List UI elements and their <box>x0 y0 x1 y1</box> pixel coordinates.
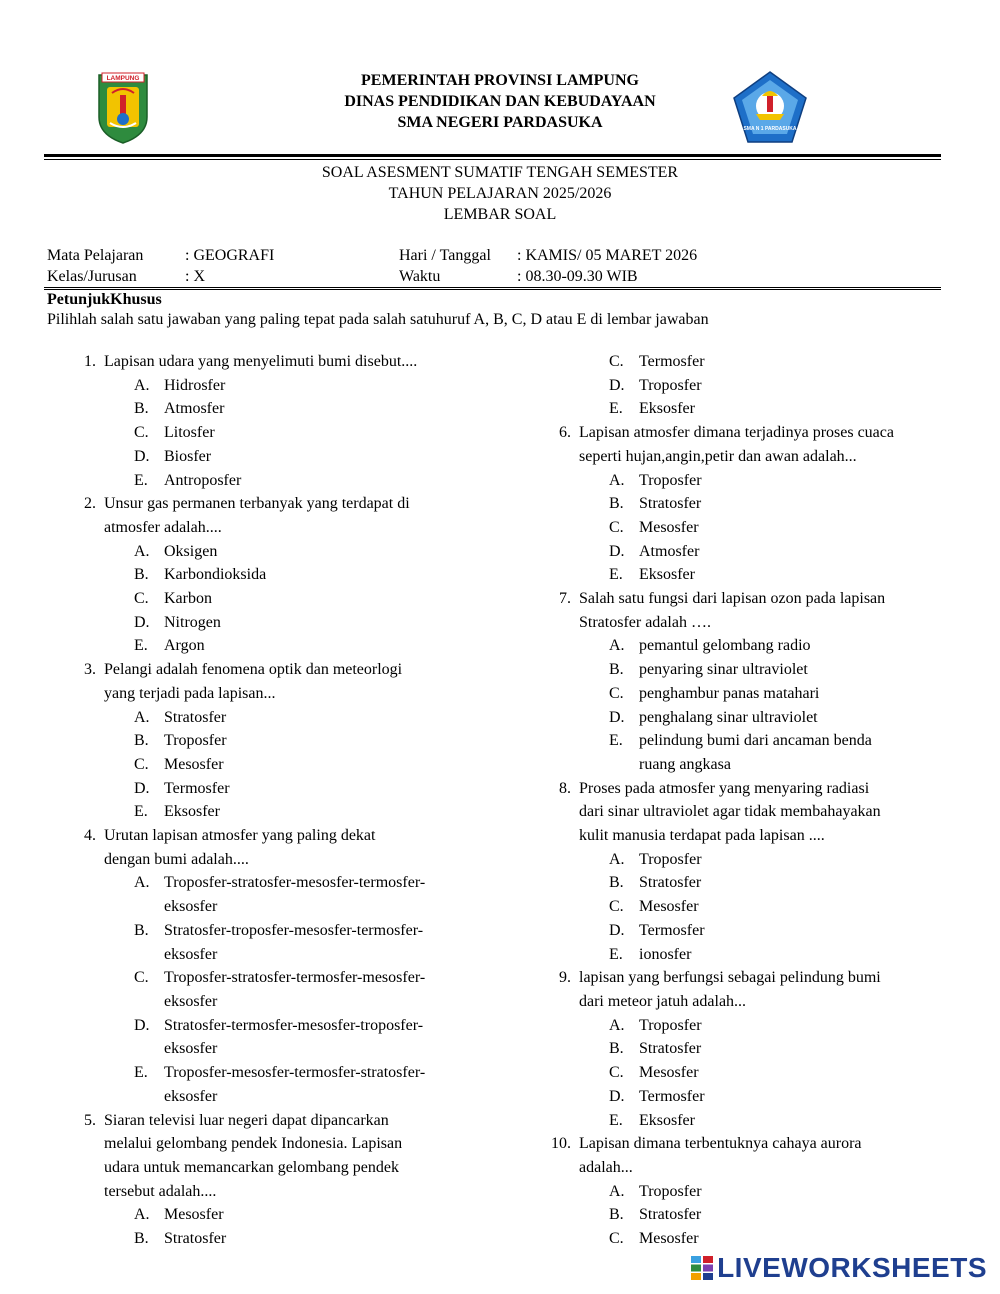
answer-option <box>609 563 951 587</box>
option-letter: D. <box>134 447 150 465</box>
answer-option <box>609 516 951 540</box>
option-letter: C. <box>609 898 624 916</box>
option-text: Stratosfer <box>639 1040 702 1058</box>
option-text: ionosfer <box>639 945 692 963</box>
option-letter: A. <box>609 850 625 868</box>
question-text: Urutan lapisan atmosfer yang paling dekat <box>104 827 376 845</box>
answer-option <box>134 634 496 658</box>
answer-option <box>609 469 951 493</box>
question-text: Siaran televisi luar negeri dapat dipancarkan <box>104 1111 389 1129</box>
option-text: Mesosfer <box>639 1230 699 1248</box>
question <box>76 658 496 824</box>
question-number: 2. <box>84 495 96 513</box>
question <box>551 777 951 967</box>
option-text: Karbon <box>164 590 212 608</box>
question-text: melalui gelombang pendek Indonesia. Lapisan <box>104 1135 403 1153</box>
option-list <box>134 706 496 825</box>
answer-option <box>134 445 496 469</box>
question-text: kulit manusia terdapat pada lapisan .... <box>579 827 825 845</box>
watermark-text: LIVEWORKSHEETS <box>717 1252 987 1283</box>
instructions-text: Pilihlah salah satu jawaban yang paling tepat pada salah satuhuruf A, B, C, D atau E di lembar jawaban <box>47 311 709 328</box>
answer-option <box>134 753 496 777</box>
question-number: 8. <box>559 779 571 797</box>
option-text: Antroposfer <box>164 471 242 489</box>
option-text: Troposfer <box>164 732 227 750</box>
option-text: eksosfer <box>164 898 218 916</box>
answer-option <box>134 1014 496 1061</box>
answer-option <box>609 682 951 706</box>
option-text: penyaring sinar ultraviolet <box>639 661 808 679</box>
question <box>551 1132 951 1251</box>
option-text: Mesosfer <box>639 518 699 536</box>
answer-option <box>134 563 496 587</box>
option-letter: D. <box>134 779 150 797</box>
answer-option <box>609 848 951 872</box>
option-letter: C. <box>609 1064 624 1082</box>
option-letter: B. <box>134 1230 149 1248</box>
option-letter: D. <box>609 542 625 560</box>
class-label: Kelas/Jurusan <box>47 268 137 285</box>
option-text: Oksigen <box>164 542 218 560</box>
option-text: pelindung bumi dari ancaman benda <box>639 732 872 750</box>
question <box>76 492 496 658</box>
question-number: 7. <box>559 590 571 608</box>
question-text: seperti hujan,angin,petir dan awan adalah... <box>579 447 857 465</box>
question-text: atmosfer adalah.... <box>104 518 222 536</box>
question-text: Salah satu fungsi dari lapisan ozon pada lapisan <box>579 590 886 608</box>
option-letter: E. <box>134 803 148 821</box>
answer-option <box>609 1014 951 1038</box>
question-text: Pelangi adalah fenomena optik dan meteorlogi <box>104 661 403 679</box>
option-text: penghalang sinar ultraviolet <box>639 708 818 726</box>
answer-option <box>134 540 496 564</box>
answer-option <box>609 634 951 658</box>
option-letter: A. <box>609 471 625 489</box>
option-letter: E. <box>609 945 623 963</box>
date-value: : KAMIS/ 05 MARET 2026 <box>517 247 698 264</box>
answer-option <box>609 943 951 967</box>
option-letter: B. <box>609 1040 624 1058</box>
question-text: dari meteor jatuh adalah... <box>579 992 747 1010</box>
option-letter: E. <box>609 400 623 418</box>
answer-option <box>609 397 951 421</box>
option-text: Mesosfer <box>164 755 224 773</box>
option-text: Stratosfer-termosfer-mesosfer-troposfer- <box>164 1016 424 1034</box>
option-letter: E. <box>134 637 148 655</box>
option-text: Stratosfer-troposfer-mesosfer-termosfer- <box>164 921 424 939</box>
question-text: yang terjadi pada lapisan... <box>104 684 276 702</box>
option-letter: D. <box>609 376 625 394</box>
option-text: Karbondioksida <box>164 566 267 584</box>
option-list <box>609 469 951 588</box>
time-label: Waktu <box>399 268 441 285</box>
option-letter: E. <box>609 732 623 750</box>
answer-option <box>134 397 496 421</box>
option-text: Mesosfer <box>639 898 699 916</box>
option-text: Eksosfer <box>639 566 695 584</box>
school-logo-text: SMA N 1 PARDASUKA <box>743 126 797 132</box>
option-text: eksosfer <box>164 1087 218 1105</box>
subject-value: : GEOGRAFI <box>185 247 275 264</box>
liveworksheets-watermark <box>691 1252 987 1284</box>
option-letter: D. <box>609 921 625 939</box>
option-letter: C. <box>134 424 149 442</box>
question-number: 10. <box>551 1135 571 1153</box>
option-text: Troposfer-stratosfer-mesosfer-termosfer- <box>164 874 426 892</box>
option-letter: A. <box>134 708 150 726</box>
option-text: Litosfer <box>164 424 215 442</box>
question-text: adalah... <box>579 1158 633 1176</box>
option-text: Troposfer-stratosfer-termosfer-mesosfer- <box>164 969 426 987</box>
option-text: eksosfer <box>164 992 218 1010</box>
answer-option <box>134 611 496 635</box>
question-text: Stratosfer adalah …. <box>579 613 711 631</box>
answer-option <box>609 895 951 919</box>
date-label: Hari / Tanggal <box>399 247 491 264</box>
option-letter: D. <box>134 613 150 631</box>
question-text: dari sinar ultraviolet agar tidak membahayakan <box>579 803 881 821</box>
answer-option <box>134 729 496 753</box>
option-letter: E. <box>134 471 148 489</box>
answer-option <box>134 919 496 966</box>
option-text: Troposfer-mesosfer-termosfer-stratosfer- <box>164 1064 426 1082</box>
question-text: Proses pada atmosfer yang menyaring radiasi <box>579 779 870 797</box>
answer-option <box>134 1227 496 1251</box>
question <box>551 421 951 587</box>
option-text: Troposfer <box>639 376 702 394</box>
option-letter: D. <box>134 1016 150 1034</box>
option-list <box>134 374 496 493</box>
question-number: 4. <box>84 827 96 845</box>
option-letter: A. <box>134 376 150 394</box>
option-letter: A. <box>134 542 150 560</box>
answer-option <box>134 421 496 445</box>
answer-option <box>609 871 951 895</box>
option-list <box>609 848 951 967</box>
answer-option <box>134 374 496 398</box>
option-letter: C. <box>134 969 149 987</box>
question-text: Unsur gas permanen terbanyak yang terdapat di <box>104 495 410 513</box>
option-text: eksosfer <box>164 1040 218 1058</box>
option-text: Mesosfer <box>639 1064 699 1082</box>
question-column-right <box>551 350 951 1251</box>
option-text: Troposfer <box>639 850 702 868</box>
question-text: dengan bumi adalah.... <box>104 850 249 868</box>
question-number: 6. <box>559 424 571 442</box>
answer-option <box>609 729 951 776</box>
answer-option <box>134 777 496 801</box>
answer-option <box>609 919 951 943</box>
question-number: 9. <box>559 969 571 987</box>
department-line: DINAS PENDIDIKAN DAN KEBUDAYAAN <box>344 93 656 110</box>
subject-label: Mata Pelajaran <box>47 247 144 264</box>
answer-option <box>609 1180 951 1204</box>
answer-option <box>609 706 951 730</box>
liveworksheets-logo-icon <box>691 1256 713 1280</box>
option-text: Eksosfer <box>639 1111 695 1129</box>
question-text: Lapisan dimana terbentuknya cahaya aurora <box>579 1135 862 1153</box>
lampung-logo-text: LAMPUNG <box>106 75 140 82</box>
option-text: Termosfer <box>639 921 705 939</box>
option-letter: A. <box>134 1206 150 1224</box>
answer-option <box>609 1203 951 1227</box>
option-text: Termosfer <box>639 1087 705 1105</box>
answer-option <box>609 1037 951 1061</box>
option-letter: A. <box>609 1016 625 1034</box>
option-text: ruang angkasa <box>639 755 731 773</box>
question <box>76 824 496 1108</box>
answer-option <box>134 871 496 918</box>
answer-option <box>609 1061 951 1085</box>
option-letter: C. <box>609 518 624 536</box>
answer-option <box>609 1085 951 1109</box>
school-line: SMA NEGERI PARDASUKA <box>397 114 603 131</box>
option-text: Troposfer <box>639 471 702 489</box>
option-letter: E. <box>609 566 623 584</box>
answer-option <box>134 800 496 824</box>
question-column-left <box>76 350 496 1251</box>
option-letter: B. <box>609 1206 624 1224</box>
option-letter: C. <box>609 353 624 370</box>
instructions-title: PetunjukKhusus <box>47 291 162 308</box>
question-text: lapisan yang berfungsi sebagai pelindung bumi <box>579 969 881 987</box>
option-letter: B. <box>134 732 149 750</box>
header-rule-thin <box>44 159 941 160</box>
option-text: Biosfer <box>164 447 212 465</box>
question-text: Lapisan atmosfer dimana terjadinya proses cuaca <box>579 424 894 442</box>
option-letter: C. <box>609 1230 624 1248</box>
option-text: Nitrogen <box>164 613 221 631</box>
option-letter: B. <box>134 566 149 584</box>
question-text: udara untuk memancarkan gelombang pendek <box>104 1158 399 1176</box>
option-letter: C. <box>134 590 149 608</box>
question-number: 3. <box>84 661 96 679</box>
option-letter: A. <box>609 637 625 655</box>
answer-option <box>134 966 496 1013</box>
option-letter: B. <box>134 921 149 939</box>
answer-option <box>609 374 951 398</box>
option-letter: A. <box>609 1182 625 1200</box>
option-text: Mesosfer <box>164 1206 224 1224</box>
answer-option <box>134 469 496 493</box>
option-letter: A. <box>134 874 150 892</box>
option-text: Troposfer <box>639 1016 702 1034</box>
option-text: Termosfer <box>164 779 230 797</box>
option-text: penghambur panas matahari <box>639 684 820 702</box>
time-value: : 08.30-09.30 WIB <box>517 268 638 285</box>
meta-rule <box>44 287 941 288</box>
answer-option <box>609 1109 951 1133</box>
exam-title-line2: TAHUN PELAJARAN 2025/2026 <box>388 185 612 202</box>
option-letter: B. <box>134 400 149 418</box>
option-list <box>609 1180 951 1251</box>
option-text: Atmosfer <box>164 400 225 418</box>
question <box>76 1109 496 1251</box>
question-text: Lapisan udara yang menyelimuti bumi disebut.... <box>104 353 418 370</box>
answer-option <box>609 658 951 682</box>
option-list-continued <box>609 350 951 421</box>
option-text: Termosfer <box>639 353 705 370</box>
option-text: Stratosfer <box>639 874 702 892</box>
answer-option <box>609 1227 951 1251</box>
answer-option <box>609 492 951 516</box>
answer-option <box>609 540 951 564</box>
option-text: Stratosfer <box>639 495 702 513</box>
option-letter: C. <box>609 684 624 702</box>
option-letter: E. <box>134 1064 148 1082</box>
option-letter: B. <box>609 661 624 679</box>
option-text: pemantul gelombang radio <box>639 637 811 655</box>
province-line: PEMERINTAH PROVINSI LAMPUNG <box>361 72 639 89</box>
option-letter: B. <box>609 495 624 513</box>
answer-option <box>134 1061 496 1108</box>
answer-option <box>134 706 496 730</box>
option-letter: B. <box>609 874 624 892</box>
option-text: Eksosfer <box>639 400 695 418</box>
option-text: Argon <box>164 637 205 655</box>
option-list <box>134 540 496 659</box>
option-text: Eksosfer <box>164 803 220 821</box>
question-number: 1. <box>84 353 96 370</box>
exam-title-line1: SOAL ASESMENT SUMATIF TENGAH SEMESTER <box>321 164 679 181</box>
option-list <box>134 1203 496 1250</box>
question <box>76 350 496 492</box>
letterhead <box>0 70 1000 133</box>
meta-rule-thin <box>44 289 941 290</box>
exam-title <box>0 162 1000 225</box>
option-text: Stratosfer <box>164 1230 227 1248</box>
option-list <box>609 634 951 776</box>
option-letter: D. <box>609 1087 625 1105</box>
option-text: Troposfer <box>639 1182 702 1200</box>
option-letter: E. <box>609 1111 623 1129</box>
question <box>551 966 951 1132</box>
option-list <box>134 871 496 1108</box>
option-text: Stratosfer <box>639 1206 702 1224</box>
option-text: Stratosfer <box>164 708 227 726</box>
question-text: tersebut adalah.... <box>104 1182 217 1200</box>
answer-option <box>609 350 951 374</box>
option-text: eksosfer <box>164 945 218 963</box>
option-text: Atmosfer <box>639 542 700 560</box>
question-number: 5. <box>84 1111 96 1129</box>
answer-option <box>134 587 496 611</box>
option-letter: D. <box>609 708 625 726</box>
class-value: : X <box>185 268 205 285</box>
option-list <box>609 1014 951 1133</box>
exam-title-line3: LEMBAR SOAL <box>443 206 557 223</box>
question <box>551 587 951 777</box>
option-text: Hidrosfer <box>164 376 226 394</box>
answer-option <box>134 1203 496 1227</box>
header-rule <box>44 154 941 157</box>
option-letter: C. <box>134 755 149 773</box>
